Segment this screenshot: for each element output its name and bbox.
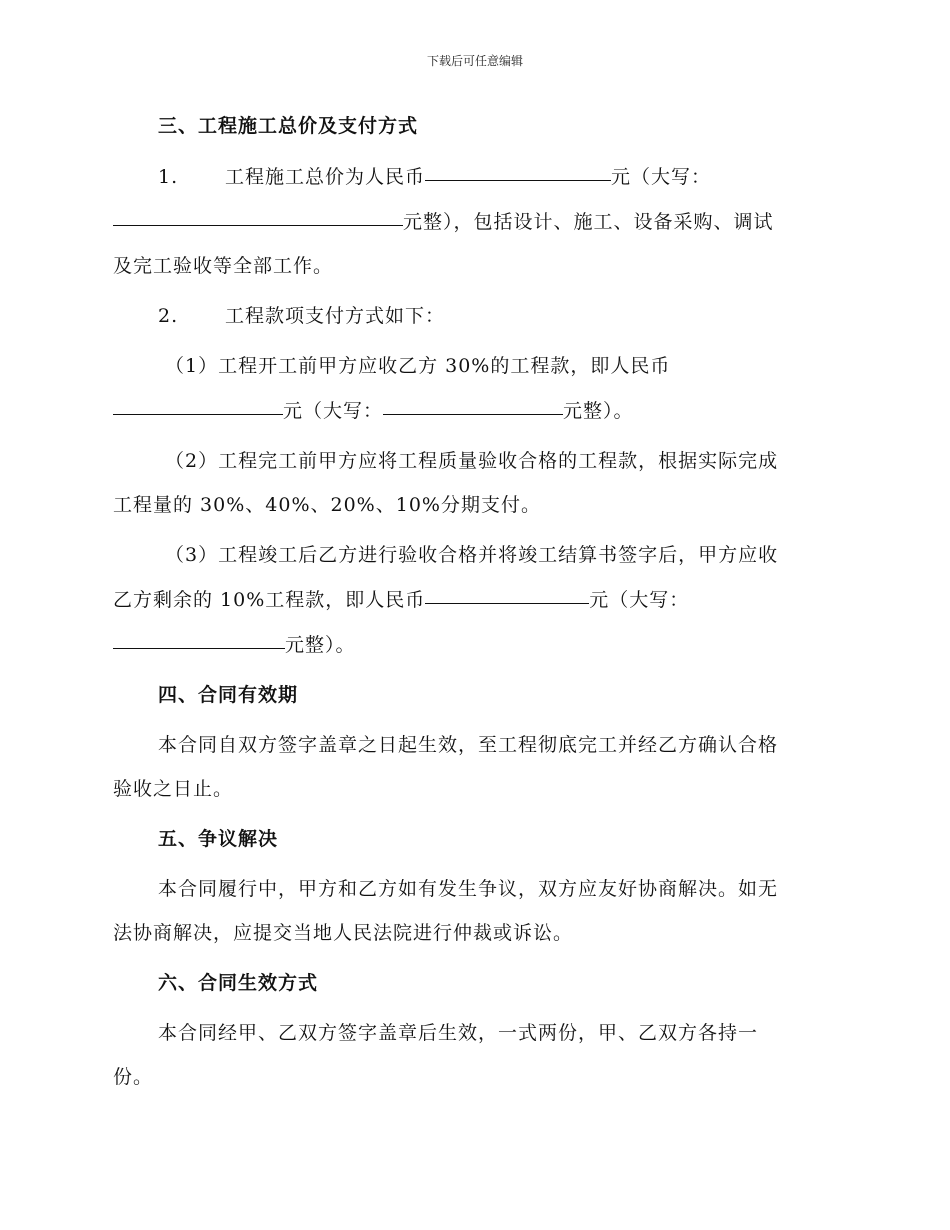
payment-clause-3-text-c: 元（大写： (589, 589, 690, 611)
total-price-blank[interactable] (425, 152, 611, 181)
payment-clause-3-text-d: 元整）。 (285, 634, 356, 656)
section-4-line-2: 验收之日止。 (113, 778, 234, 800)
item-1-line-3 (113, 244, 828, 288)
section-5-heading: 五、争议解决 (158, 828, 279, 850)
item-2-paragraph (113, 294, 828, 338)
item-1-text-c: 元整），包括设计、施工、设备采购、调试 (403, 211, 774, 233)
payment-clause-1-line-1: （1）工程开工前甲方应收乙方 30%的工程款，即人民币 (165, 355, 671, 377)
item-1-text-a: 工程施工总价为人民币 (225, 166, 426, 188)
section-6-line-2: 份。 (113, 1066, 154, 1088)
page-header: 下载后可任意编辑 (426, 54, 523, 68)
section-5-paragraph (113, 867, 828, 955)
section-4-line-1: 本合同自双方签字盖章之日起生效，至工程彻底完工并经乙方确认合格 (158, 734, 779, 756)
section-4-heading: 四、合同有效期 (158, 684, 299, 706)
item-1-text-d: 及完工验收等全部工作。 (113, 255, 334, 277)
item-1-line-2 (113, 199, 828, 244)
section-6-heading: 六、合同生效方式 (158, 972, 319, 994)
payment-clause-2-line-2: 工程量的 30%、40%、20%、10%分期支付。 (113, 494, 541, 516)
payment-clause-3-line-2 (113, 577, 828, 622)
final-payment-blank[interactable] (425, 575, 589, 604)
payment-clause-2-line-1: （2）工程完工前甲方应将工程质量验收合格的工程款，根据实际完成 (165, 450, 779, 472)
payment-clause-3 (113, 533, 828, 667)
advance-payment-blank[interactable] (113, 386, 283, 415)
section-4-paragraph (113, 723, 828, 811)
payment-clause-3-line-3 (113, 622, 828, 667)
payment-clause-1-line-2 (113, 388, 828, 433)
item-1-text-b: 元（大写： (611, 166, 712, 188)
advance-payment-words-blank[interactable] (383, 386, 563, 415)
section-6-paragraph (113, 1011, 828, 1099)
item-1-number: 1. (158, 166, 179, 188)
section-6-line-1: 本合同经甲、乙双方签字盖章后生效，一式两份，甲、乙双方各持一 (158, 1022, 759, 1044)
final-payment-words-blank[interactable] (113, 620, 285, 649)
total-price-words-blank[interactable] (113, 197, 403, 226)
payment-clause-1-text-c: 元整）。 (563, 400, 634, 422)
document-body (113, 104, 828, 1105)
payment-clause-2 (113, 439, 828, 527)
payment-clause-1 (113, 344, 828, 433)
item-1-paragraph (113, 154, 828, 288)
payment-clause-3-line-1: （3）工程竣工后乙方进行验收合格并将竣工结算书签字后，甲方应收 (165, 544, 779, 566)
item-2-text: 工程款项支付方式如下： (225, 305, 446, 327)
item-1-line-1 (113, 154, 828, 199)
section-3-heading: 三、工程施工总价及支付方式 (158, 115, 419, 137)
section-5-line-2: 法协商解决，应提交当地人民法院进行仲裁或诉讼。 (113, 922, 574, 944)
item-2-number: 2. (158, 305, 179, 327)
payment-clause-1-text-b: 元（大写： (283, 400, 384, 422)
section-5-line-1: 本合同履行中，甲方和乙方如有发生争议，双方应友好协商解决。如无 (158, 878, 779, 900)
payment-clause-3-text-b: 乙方剩余的 10%工程款，即人民币 (113, 589, 426, 611)
